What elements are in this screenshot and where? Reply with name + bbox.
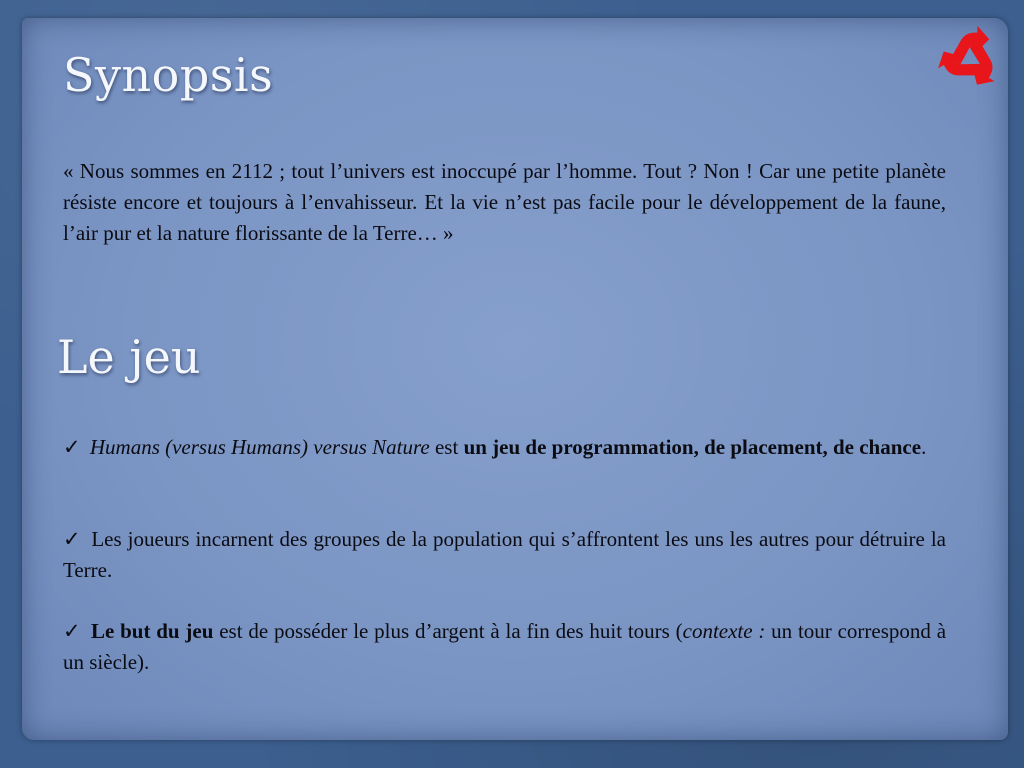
bullet-text: est de posséder le plus d’argent à la fin des huit tours ( — [213, 619, 683, 643]
bullet-players — [63, 524, 946, 586]
bullet-text-end: . — [921, 435, 927, 459]
bullet-text: Les joueurs incarnent des groupes de la population qui s’affrontent les uns les autres pour détruire la Terre. — [63, 527, 946, 582]
game-title: Le jeu — [57, 330, 201, 384]
bullet-italic-text: contexte : — [682, 619, 766, 643]
checkmark-icon: ✓ — [63, 435, 81, 459]
recycle-icon — [932, 20, 1008, 94]
checkmark-icon: ✓ — [63, 527, 82, 551]
synopsis-paragraph: « Nous sommes en 2112 ; tout l’univers est inoccupé par l’homme. Tout ? Non ! Car une petite planète résiste encore et toujours à l’envahisseur. Et la vie n’est pas facile pour le développement de la faune, l’air pur et la nature florissante de la Terre… » — [63, 159, 946, 245]
synopsis-title: Synopsis — [63, 48, 274, 102]
bullet-game-type — [63, 432, 946, 463]
bullet-text: est — [429, 435, 464, 459]
bullet-text-end: un tour correspond à un siècle). — [63, 619, 947, 674]
checkmark-icon: ✓ — [63, 619, 82, 643]
game-name-text: Humans (versus Humans) versus Nature — [89, 435, 430, 459]
bullet-bold-text: Le but du jeu — [90, 619, 214, 643]
bullet-bold-text: un jeu de programmation, de placement, de chance — [463, 435, 922, 459]
bullet-goal — [63, 616, 946, 678]
